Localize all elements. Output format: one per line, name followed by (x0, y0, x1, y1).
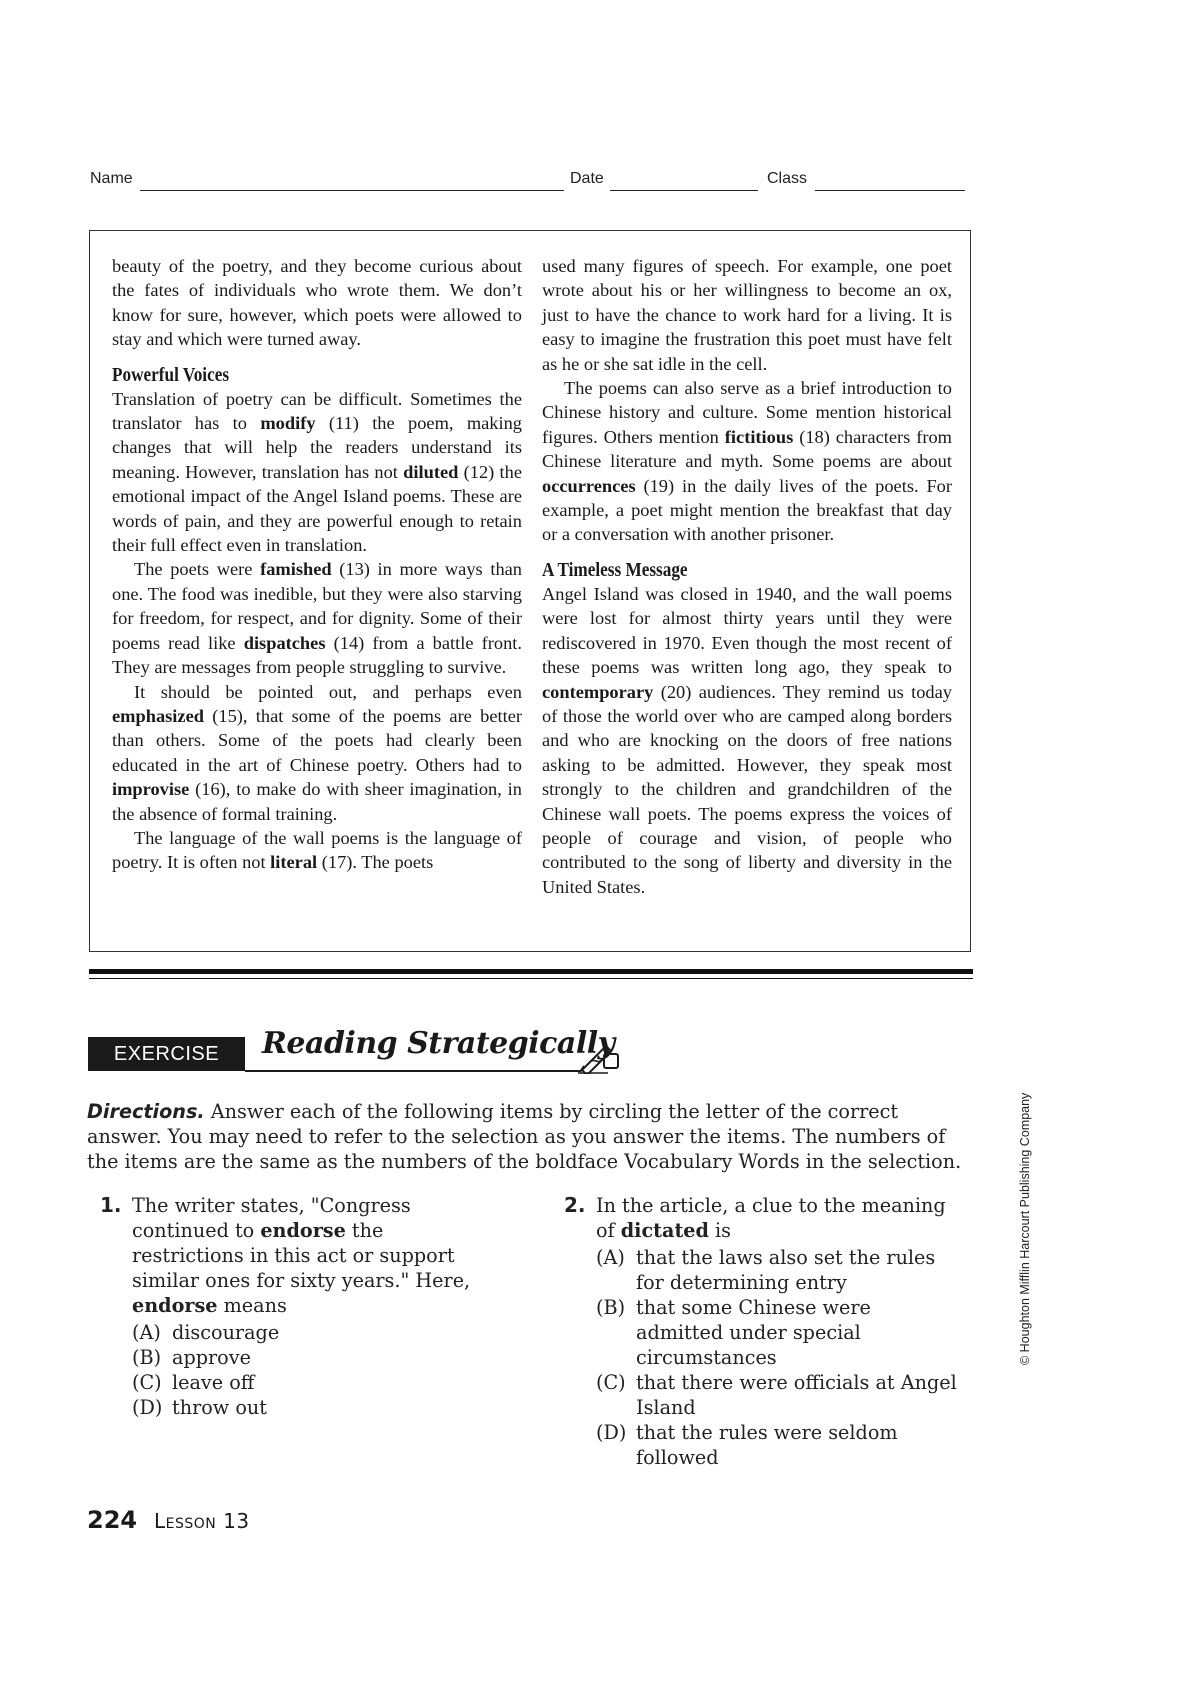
question-number: 2. (564, 1193, 586, 1217)
vocab-word-dispatches: dispatches (243, 632, 326, 653)
passage-paragraph: The poems can also serve as a brief introduction to Chinese history and culture. Some mention historical figures. Others mention fictitious (18) characters from Chinese literature and myth. Some poems are about occurrences (19) in the daily lives of the poets. For example, a poet might mention the breakfast that day or a conversation with another prisoner. (542, 378, 952, 545)
passage-paragraph: The poets were famished (13) in more ways than one. The food was inedible, but they were also starving for freedom, for respect, and for dignity. Some of their poems read like dispatches (14) from a battle front. They are messages from people struggling to survive. (112, 559, 523, 678)
section-heading-powerful-voices: Powerful Voices (112, 363, 230, 386)
exercise-title: Reading Strategically (262, 1026, 615, 1061)
directions (87, 1099, 973, 1174)
question-number: 1. (100, 1193, 122, 1217)
answer-option-a[interactable]: (A) that the laws also set the rules for determining entry (596, 1246, 936, 1294)
pen-writing-icon (578, 1040, 620, 1074)
vocab-word-fictitious: fictitious (724, 426, 794, 447)
copyright-notice: © Houghton Mifflin Harcourt Publishing Company (1018, 1092, 1032, 1365)
date-label: Date (570, 170, 604, 187)
answer-option-c[interactable]: (C) leave off (132, 1371, 255, 1394)
passage-paragraph: The language of the wall poems is the language of poetry. It is often not literal (17). The poets (112, 827, 522, 873)
passage-paragraph: used many figures of speech. For example, one poet wrote about his or her willingness to become an ox, just to have the chance to work hard for a living. It is easy to imagine the frustration this poet must have felt as he or she sat idle in the cell. (542, 256, 952, 374)
passage-left-column (112, 254, 522, 875)
name-label: Name (90, 170, 133, 187)
exercise-label: EXERCISE (88, 1037, 245, 1071)
vocab-word-famished: famished (260, 559, 332, 580)
answer-option-c[interactable]: (C) that there were officials at Angel Island (596, 1371, 957, 1419)
vocab-word-occurrences: occurrences (542, 475, 636, 496)
question-1: 1. The writer states, "Congress continued to endorse the restrictions in this act or support similar ones for sixty years." Here, endorse means (A) discourage (B) approve (C) leave off (D) throw out (100, 1193, 500, 1420)
exercise-underline (245, 1070, 580, 1072)
answer-option-a[interactable]: (A) discourage (132, 1321, 280, 1344)
passage-paragraph: Angel Island was closed in 1940, and the wall poems were lost for almost thirty years until they were rediscovered in 1970. Even though the most recent of these poems was written long ago, they speak to contemporary (20) audiences. They remind us today of those the world over who are camped along borders and who are knocking on the doors of free nations asking to be admitted. However, they speak most strongly to the children and grandchildren of the Chinese wall poets. The poems express the voices of people of courage and vision, of people who contributed to the song of liberty and diversity in the United States. (542, 583, 952, 897)
vocab-word-contemporary: contemporary (542, 681, 654, 702)
page-number: 224 (87, 1506, 138, 1534)
directions-label: Directions. (87, 1100, 205, 1123)
section-divider-thin (89, 978, 973, 979)
class-field-line[interactable] (815, 190, 965, 191)
vocab-word-diluted: diluted (403, 461, 459, 482)
section-divider (89, 969, 973, 974)
passage-paragraph: Translation of poetry can be difficult. Sometimes the translator has to modify (11) the poem, making changes that will help the readers understand its meaning. However, translation has not diluted (12) the emotional impact of the Angel Island poems. These are words of pain, and they are powerful enough to retain their full effect even in translation. (112, 388, 522, 556)
vocab-word-emphasized: emphasized (112, 705, 204, 726)
answer-option-d[interactable]: (D) that the rules were seldom followed (596, 1421, 898, 1469)
class-label: Class (767, 170, 808, 187)
vocab-word-modify: modify (260, 413, 316, 434)
section-heading-timeless-message: A Timeless Message (542, 558, 688, 581)
question-2: 2. In the article, a clue to the meaning of dictated is (A) that the laws also set the rules for determining entry (B) that some Chinese were admitted under special circumstances (C) that there were officials at Angel Island (D) that the rules were seldom followed (564, 1193, 964, 1470)
lesson-label: Lesson 13 (154, 1509, 250, 1533)
vocab-word-improvise: improvise (112, 779, 190, 800)
answer-option-b[interactable]: (B) that some Chinese were admitted under special circumstances (596, 1296, 871, 1369)
passage-right-column (542, 254, 952, 899)
date-field-line[interactable] (610, 190, 758, 191)
name-field-line[interactable] (140, 190, 564, 191)
answer-option-d[interactable]: (D) throw out (132, 1396, 267, 1419)
directions-text: Answer each of the following items by circling the letter of the correct answer. You may need to refer to the selection as you answer the items. The numbers of the items are the same as the numbers of the boldface Vocabulary Words in the selection. (87, 1100, 962, 1173)
answer-option-b[interactable]: (B) approve (132, 1346, 251, 1369)
passage-paragraph: beauty of the poetry, and they become curious about the fates of individuals who wrote them. We don’t know for sure, however, which poets were allowed to stay and which were turned away. (112, 256, 522, 350)
vocab-word-literal: literal (270, 852, 318, 873)
reading-passage-box (89, 230, 971, 952)
passage-paragraph: It should be pointed out, and perhaps even emphasized (15), that some of the poems are better than others. Some of the poets had clearly been educated in the art of Chinese poetry. Others had to improvise (16), to make do with sheer imagination, in the absence of formal training. (112, 681, 522, 824)
